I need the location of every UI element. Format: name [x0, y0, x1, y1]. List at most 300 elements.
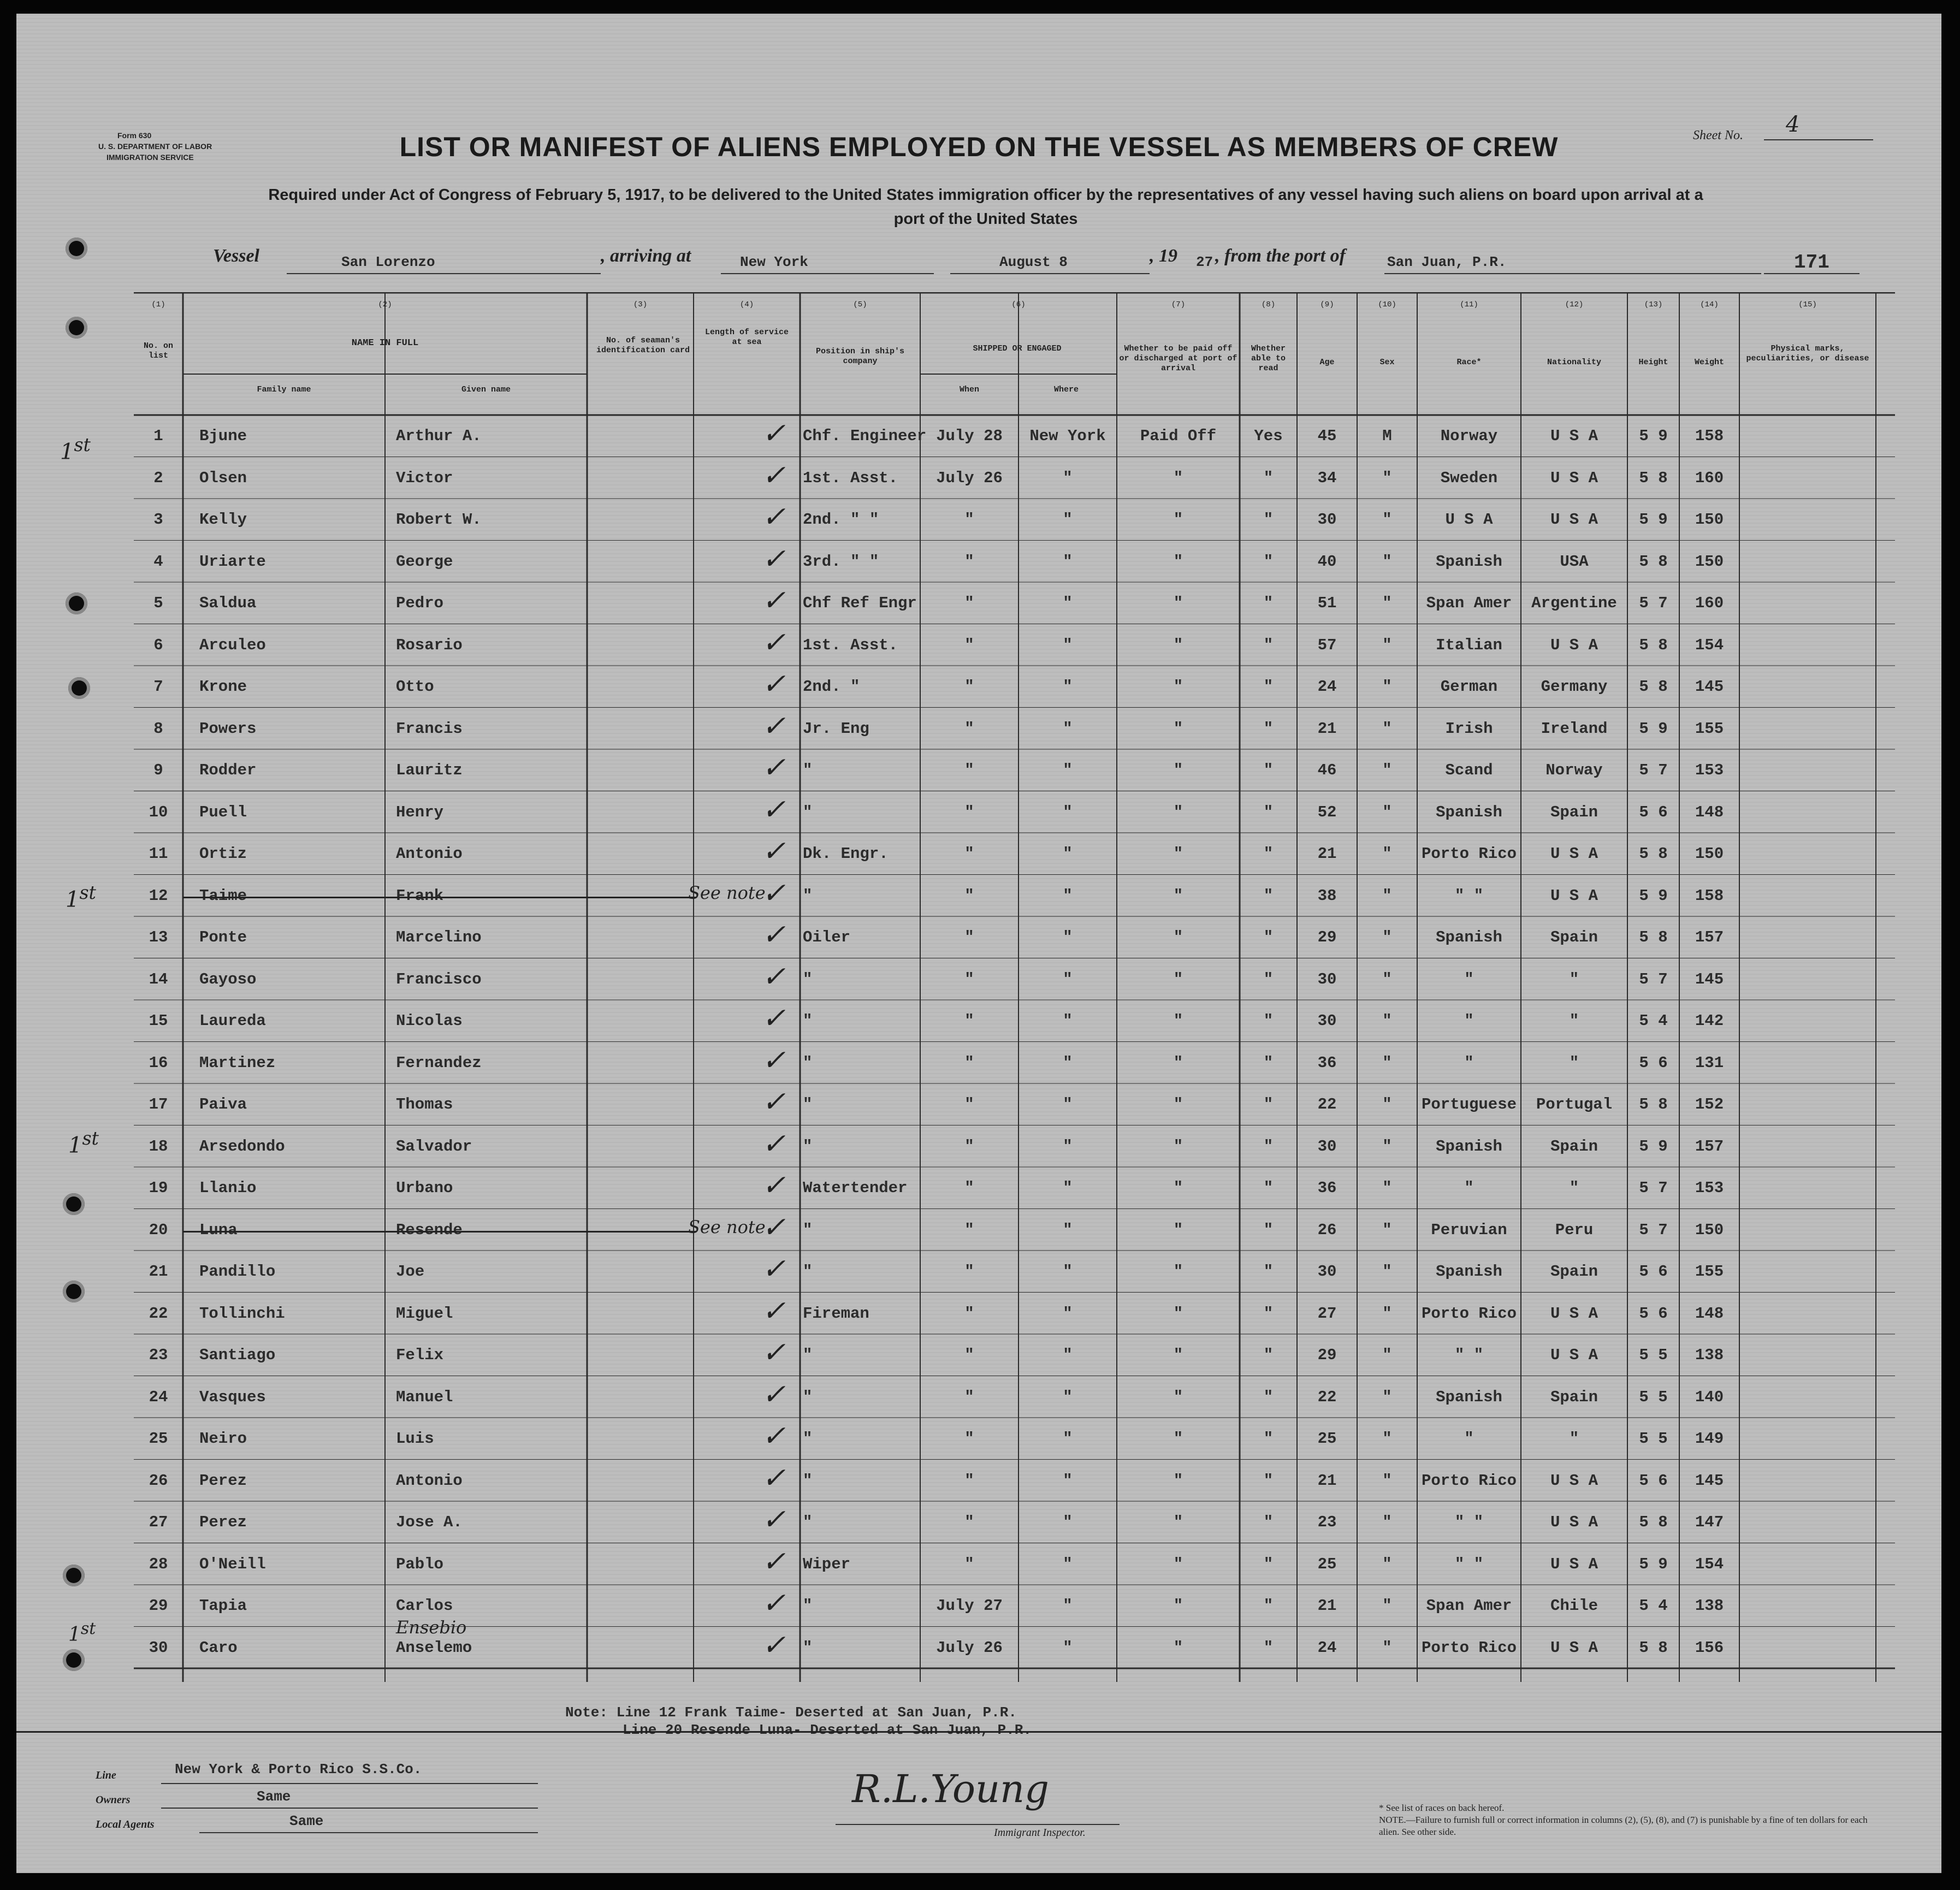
- header-length-service: Length of service at sea: [704, 328, 789, 347]
- cell-shipped-where: ": [1063, 1430, 1073, 1448]
- cell-shipped-where: New York: [1029, 427, 1106, 445]
- cell-shipped-where: ": [1063, 1555, 1073, 1573]
- cell-paid-off: ": [1173, 678, 1183, 696]
- cell-able-to-read: ": [1263, 1597, 1274, 1615]
- footer-divider: [16, 1731, 1941, 1733]
- cell-race: Scand: [1445, 761, 1493, 779]
- cell-race: Spanish: [1436, 1388, 1502, 1406]
- cell-shipped-where: ": [1063, 1137, 1073, 1156]
- cell-given-name: Joe: [396, 1263, 425, 1281]
- vessel-underline: [287, 273, 601, 274]
- cell-height: 5 7: [1639, 1179, 1668, 1197]
- header-shipped: SHIPPED OR ENGAGED: [973, 344, 1062, 353]
- cell-weight: 148: [1695, 1304, 1724, 1323]
- cell-given-name: Pablo: [396, 1555, 444, 1573]
- margin-mark: 1st: [66, 882, 96, 913]
- cell-shipped-where: ": [1063, 511, 1073, 529]
- cell-row-number: 12: [149, 886, 168, 905]
- cell-height: 5 8: [1639, 636, 1668, 654]
- cell-able-to-read: ": [1263, 511, 1274, 529]
- cell-able-to-read: ": [1263, 845, 1274, 863]
- cell-age: 52: [1317, 803, 1337, 821]
- check-mark-icon: ✓: [762, 960, 786, 993]
- cell-shipped-when: ": [964, 678, 974, 696]
- cell-shipped-when: ": [964, 1388, 974, 1406]
- cell-height: 5 4: [1639, 1012, 1668, 1030]
- cell-age: 29: [1317, 1346, 1337, 1364]
- cell-age: 21: [1317, 1471, 1337, 1490]
- from-port-label: , from the port of: [1215, 246, 1346, 266]
- owners-underline: [161, 1808, 538, 1809]
- page-subtitle: [112, 183, 1860, 231]
- cell-age: 51: [1317, 594, 1337, 612]
- cell-position: Watertender: [803, 1179, 908, 1197]
- cell-row-number: 8: [153, 719, 163, 738]
- cell-shipped-when: July 26: [936, 469, 1003, 487]
- cell-paid-off: ": [1173, 1597, 1183, 1615]
- cell-paid-off: ": [1173, 1430, 1183, 1448]
- cell-able-to-read: Yes: [1254, 427, 1283, 445]
- header-when: When: [959, 385, 979, 394]
- check-mark-icon: ✓: [762, 1253, 786, 1285]
- cell-given-name: Anselemo: [396, 1638, 472, 1657]
- cell-able-to-read: ": [1263, 886, 1274, 905]
- column-number: (4): [739, 300, 754, 309]
- cell-given-name: Manuel: [396, 1388, 453, 1406]
- check-mark-icon: ✓: [762, 668, 786, 701]
- cell-weight: 145: [1695, 678, 1724, 696]
- cell-family-name: Puell: [199, 803, 247, 821]
- cell-family-name: Kelly: [199, 511, 247, 529]
- cell-sex: ": [1382, 1095, 1392, 1113]
- cell-age: 57: [1317, 636, 1337, 654]
- cell-race: Porto Rico: [1421, 1638, 1517, 1657]
- cell-height: 5 6: [1639, 803, 1668, 821]
- cell-nationality: Spain: [1550, 1263, 1598, 1281]
- cell-age: 21: [1317, 1597, 1337, 1615]
- cell-age: 30: [1317, 1263, 1337, 1281]
- cell-family-name: Luna: [199, 1220, 238, 1239]
- cell-shipped-where: ": [1063, 552, 1073, 571]
- cell-race: U S A: [1445, 511, 1493, 529]
- header-position: Position in ship's company: [815, 347, 905, 366]
- cell-shipped-where: ": [1063, 678, 1073, 696]
- check-mark-icon: ✓: [762, 1002, 786, 1035]
- check-mark-icon: ✓: [762, 1211, 786, 1244]
- cell-weight: 160: [1695, 469, 1724, 487]
- cell-family-name: Gayoso: [199, 970, 257, 988]
- agents-underline: [199, 1832, 538, 1833]
- cell-paid-off: ": [1173, 928, 1183, 946]
- cell-weight: 154: [1695, 636, 1724, 654]
- cell-given-name: Fernandez: [396, 1053, 482, 1072]
- cell-paid-off: ": [1173, 1638, 1183, 1657]
- cell-shipped-where: ": [1063, 1179, 1073, 1197]
- cell-family-name: Taime: [199, 886, 247, 905]
- cell-able-to-read: ": [1263, 803, 1274, 821]
- cell-sex: ": [1382, 719, 1392, 738]
- check-mark-icon: ✓: [762, 1587, 786, 1620]
- cell-shipped-where: ": [1063, 469, 1073, 487]
- arriving-underline: [721, 273, 934, 274]
- header-paid-off: Whether to be paid off or discharged at port of arrival: [1119, 344, 1237, 373]
- cell-able-to-read: ": [1263, 1471, 1274, 1490]
- cell-shipped-when: ": [964, 845, 974, 863]
- column-number: (9): [1320, 300, 1334, 309]
- cell-race: Span Amer: [1426, 594, 1512, 612]
- cell-position: Dk. Engr.: [803, 845, 889, 863]
- cell-shipped-when: ": [964, 594, 974, 612]
- cell-race: Italian: [1436, 636, 1502, 654]
- cell-able-to-read: ": [1263, 719, 1274, 738]
- cell-height: 5 7: [1639, 761, 1668, 779]
- cell-sex: ": [1382, 511, 1392, 529]
- cell-family-name: Arsedondo: [199, 1137, 285, 1156]
- header-age: Age: [1319, 358, 1335, 367]
- handwritten-annotation: See note: [688, 882, 766, 903]
- cell-height: 5 6: [1639, 1053, 1668, 1072]
- cell-shipped-when: ": [964, 886, 974, 905]
- cell-paid-off: ": [1173, 1137, 1183, 1156]
- cell-paid-off: ": [1173, 469, 1183, 487]
- cell-given-name: Henry: [396, 803, 444, 821]
- note-line-1: Note: Line 12 Frank Taime- Deserted at San Juan, P.R.: [565, 1704, 1017, 1721]
- cell-nationality: Spain: [1550, 1137, 1598, 1156]
- punch-hole: [66, 238, 87, 259]
- cell-row-number: 13: [149, 928, 168, 946]
- check-mark-icon: ✓: [762, 1628, 786, 1662]
- cell-height: 5 9: [1639, 511, 1668, 529]
- cell-weight: 148: [1695, 803, 1724, 821]
- cell-weight: 153: [1695, 1179, 1724, 1197]
- cell-shipped-where: ": [1063, 1471, 1073, 1490]
- cell-sex: ": [1382, 636, 1392, 654]
- handwritten-annotation: See note: [688, 1216, 766, 1237]
- cell-race: Spanish: [1436, 803, 1502, 821]
- cell-age: 40: [1317, 552, 1337, 571]
- cell-row-number: 11: [149, 845, 168, 863]
- check-mark-icon: ✓: [762, 584, 786, 617]
- check-mark-icon: ✓: [762, 1503, 786, 1536]
- cell-able-to-read: ": [1263, 1220, 1274, 1239]
- cell-family-name: Caro: [199, 1638, 238, 1657]
- cell-family-name: Arculeo: [199, 636, 266, 654]
- cell-family-name: Pandillo: [199, 1263, 276, 1281]
- header-name-in-full: NAME IN FULL: [351, 338, 419, 348]
- column-number: (1): [151, 300, 165, 309]
- cell-height: 5 5: [1639, 1388, 1668, 1406]
- cell-position: Oiler: [803, 928, 851, 946]
- cell-height: 5 8: [1639, 1095, 1668, 1113]
- cell-shipped-when: ": [964, 1430, 974, 1448]
- punch-hole: [63, 1281, 85, 1302]
- cell-weight: 138: [1695, 1597, 1724, 1615]
- cell-nationality: Chile: [1550, 1597, 1598, 1615]
- cell-height: 5 8: [1639, 678, 1668, 696]
- cell-paid-off: ": [1173, 1555, 1183, 1573]
- cell-race: Irish: [1445, 719, 1493, 738]
- cell-able-to-read: ": [1263, 1430, 1274, 1448]
- header-height: Height: [1638, 358, 1668, 367]
- cell-shipped-when: ": [964, 928, 974, 946]
- cell-nationality: U S A: [1550, 1304, 1598, 1323]
- cell-row-number: 19: [149, 1179, 168, 1197]
- cell-position: ": [803, 1638, 813, 1657]
- cell-row-number: 1: [153, 427, 163, 445]
- cell-able-to-read: ": [1263, 469, 1274, 487]
- cell-shipped-when: ": [964, 1471, 974, 1490]
- cell-height: 5 5: [1639, 1430, 1668, 1448]
- cell-able-to-read: ": [1263, 1304, 1274, 1323]
- cell-position: Wiper: [803, 1555, 851, 1573]
- cell-sex: ": [1382, 1555, 1392, 1573]
- cell-sex: ": [1382, 1179, 1392, 1197]
- cell-height: 5 7: [1639, 1220, 1668, 1239]
- cell-row-number: 22: [149, 1304, 168, 1323]
- cell-able-to-read: ": [1263, 1137, 1274, 1156]
- cell-height: 5 9: [1639, 886, 1668, 905]
- cell-position: ": [803, 803, 813, 821]
- cell-paid-off: ": [1173, 1220, 1183, 1239]
- sheet-number-underline: [1764, 139, 1873, 140]
- cell-weight: 157: [1695, 928, 1724, 946]
- punch-hole: [63, 1649, 85, 1671]
- cell-position: ": [803, 1220, 813, 1239]
- cell-nationality: Ireland: [1541, 719, 1608, 738]
- cell-shipped-where: ": [1063, 719, 1073, 738]
- cell-age: 34: [1317, 469, 1337, 487]
- cell-age: 21: [1317, 845, 1337, 863]
- cell-position: ": [803, 1263, 813, 1281]
- manifest-sheet: [16, 14, 1941, 1873]
- cell-paid-off: ": [1173, 761, 1183, 779]
- cell-able-to-read: ": [1263, 552, 1274, 571]
- cell-nationality: U S A: [1550, 1555, 1598, 1573]
- cell-paid-off: ": [1173, 1471, 1183, 1490]
- arrival-year: 27: [1196, 254, 1213, 270]
- line-label: Line: [96, 1769, 116, 1781]
- cell-shipped-where: ": [1063, 1053, 1073, 1072]
- cell-row-number: 30: [149, 1638, 168, 1657]
- cell-nationality: Spain: [1550, 928, 1598, 946]
- cell-paid-off: ": [1173, 1095, 1183, 1113]
- cell-age: 36: [1317, 1053, 1337, 1072]
- cell-able-to-read: ": [1263, 970, 1274, 988]
- cell-race: ": [1464, 1012, 1474, 1030]
- cell-race: " ": [1454, 1346, 1484, 1364]
- cell-position: ": [803, 761, 813, 779]
- cell-weight: 155: [1695, 1263, 1724, 1281]
- cell-family-name: Uriarte: [199, 552, 266, 571]
- cell-nationality: U S A: [1550, 886, 1598, 905]
- column-number: (11): [1460, 300, 1478, 309]
- cell-given-name: Thomas: [396, 1095, 453, 1113]
- cell-shipped-where: ": [1063, 1597, 1073, 1615]
- footnote-races: * See list of races on back hereof.: [1379, 1803, 1505, 1813]
- cell-shipped-when: July 28: [936, 427, 1003, 445]
- from-port-underline: [1384, 273, 1761, 274]
- line-underline: [161, 1783, 538, 1784]
- cell-sex: ": [1382, 1263, 1392, 1281]
- cell-paid-off: ": [1173, 1513, 1183, 1531]
- cell-shipped-when: ": [964, 803, 974, 821]
- cell-age: 24: [1317, 678, 1337, 696]
- header-nationality: Nationality: [1547, 358, 1602, 367]
- subtitle-line-2: port of the United States: [893, 210, 1078, 228]
- cell-nationality: Germany: [1541, 678, 1608, 696]
- cell-race: Spanish: [1436, 928, 1502, 946]
- cell-position: Chf Ref Engr: [803, 594, 917, 612]
- cell-family-name: Bjune: [199, 427, 247, 445]
- cell-row-number: 4: [153, 552, 163, 571]
- cell-family-name: Saldua: [199, 594, 257, 612]
- check-mark-icon: ✓: [762, 1420, 786, 1453]
- cell-sex: M: [1382, 427, 1392, 445]
- column-number: (6): [1011, 300, 1026, 309]
- cell-family-name: Krone: [199, 678, 247, 696]
- service-label: IMMIGRATION SERVICE: [106, 153, 194, 162]
- header-given-name: Given name: [461, 385, 511, 394]
- cell-given-name: Rosario: [396, 636, 463, 654]
- cell-shipped-when: ": [964, 761, 974, 779]
- check-mark-icon: ✓: [762, 1169, 786, 1202]
- check-mark-icon: ✓: [762, 1545, 786, 1578]
- cell-paid-off: ": [1173, 1053, 1183, 1072]
- cell-given-name: Antonio: [396, 845, 463, 863]
- cell-sex: ": [1382, 1346, 1392, 1364]
- cell-family-name: Perez: [199, 1513, 247, 1531]
- cell-race: Span Amer: [1426, 1597, 1512, 1615]
- cell-sex: ": [1382, 594, 1392, 612]
- cell-sex: ": [1382, 1304, 1392, 1323]
- cell-weight: 142: [1695, 1012, 1724, 1030]
- cell-row-number: 29: [149, 1597, 168, 1615]
- cell-weight: 147: [1695, 1513, 1724, 1531]
- cell-given-name: Francis: [396, 719, 463, 738]
- cell-row-number: 20: [149, 1220, 168, 1239]
- cell-race: Spanish: [1436, 1137, 1502, 1156]
- margin-mark: 1st: [60, 434, 91, 465]
- cell-age: 45: [1317, 427, 1337, 445]
- header-race: Race*: [1456, 358, 1482, 367]
- agents-label: Local Agents: [96, 1818, 155, 1830]
- cell-race: Spanish: [1436, 1263, 1502, 1281]
- cell-nationality: ": [1569, 1179, 1579, 1197]
- cell-given-name: Luis: [396, 1430, 434, 1448]
- arrival-date: August 8: [999, 254, 1068, 270]
- cell-shipped-where: ": [1063, 1263, 1073, 1281]
- table-grid-lines: [134, 292, 1895, 1717]
- cell-able-to-read: ": [1263, 1179, 1274, 1197]
- cell-sex: ": [1382, 1220, 1392, 1239]
- column-number: (2): [378, 300, 392, 309]
- cell-given-name: Antonio: [396, 1471, 463, 1490]
- cell-nationality: Argentine: [1531, 594, 1617, 612]
- cell-given-name: Carlos: [396, 1597, 453, 1615]
- cell-position: 2nd. " ": [803, 511, 879, 529]
- column-number: (7): [1171, 300, 1186, 309]
- check-mark-icon: ✓: [762, 626, 786, 659]
- cell-nationality: USA: [1560, 552, 1589, 571]
- cell-age: 22: [1317, 1388, 1337, 1406]
- cell-sex: ": [1382, 1471, 1392, 1490]
- cell-family-name: Powers: [199, 719, 257, 738]
- cell-shipped-where: ": [1063, 970, 1073, 988]
- arriving-label: , arriving at: [601, 246, 691, 266]
- header-physical-marks: Physical marks, peculiarities, or disease: [1746, 344, 1869, 363]
- cell-given-name: Otto: [396, 678, 434, 696]
- cell-given-name: Pedro: [396, 594, 444, 612]
- cell-age: 38: [1317, 886, 1337, 905]
- column-number: (15): [1798, 300, 1817, 309]
- cell-weight: 150: [1695, 511, 1724, 529]
- cell-paid-off: ": [1173, 886, 1183, 905]
- cell-paid-off: ": [1173, 1012, 1183, 1030]
- cell-able-to-read: ": [1263, 1012, 1274, 1030]
- header-weight: Weight: [1694, 358, 1724, 367]
- cell-shipped-where: ": [1063, 886, 1073, 905]
- cell-paid-off: ": [1173, 1346, 1183, 1364]
- cell-shipped-where: ": [1063, 928, 1073, 946]
- cell-age: 46: [1317, 761, 1337, 779]
- cell-row-number: 15: [149, 1012, 168, 1030]
- cell-shipped-where: ": [1063, 594, 1073, 612]
- cell-sex: ": [1382, 928, 1392, 946]
- cell-paid-off: ": [1173, 1304, 1183, 1323]
- cell-paid-off: ": [1173, 803, 1183, 821]
- cell-position: ": [803, 1137, 813, 1156]
- cell-given-name: Nicolas: [396, 1012, 463, 1030]
- cell-paid-off: ": [1173, 511, 1183, 529]
- cell-position: ": [803, 1346, 813, 1364]
- cell-nationality: Portugal: [1536, 1095, 1613, 1113]
- cell-able-to-read: ": [1263, 1346, 1274, 1364]
- cell-age: 24: [1317, 1638, 1337, 1657]
- cell-weight: 150: [1695, 1220, 1724, 1239]
- crew-manifest-table: [134, 292, 1895, 1717]
- cell-paid-off: ": [1173, 845, 1183, 863]
- cell-shipped-when: ": [964, 1179, 974, 1197]
- cell-family-name: Laureda: [199, 1012, 266, 1030]
- cell-family-name: Llanio: [199, 1179, 257, 1197]
- desertion-note: [565, 1704, 1032, 1739]
- column-number: (5): [853, 300, 867, 309]
- cell-race: ": [1464, 1053, 1474, 1072]
- cell-shipped-when: ": [964, 1304, 974, 1323]
- cell-shipped-where: ": [1063, 1346, 1073, 1364]
- check-mark-icon: ✓: [762, 1378, 786, 1411]
- arriving-port: New York: [740, 254, 808, 270]
- cell-height: 5 5: [1639, 1346, 1668, 1364]
- cell-age: 26: [1317, 1220, 1337, 1239]
- cell-height: 5 8: [1639, 552, 1668, 571]
- cell-given-name: Miguel: [396, 1304, 453, 1323]
- cell-position: ": [803, 970, 813, 988]
- cell-row-number: 26: [149, 1471, 168, 1490]
- cell-shipped-where: ": [1063, 1220, 1073, 1239]
- cell-sex: ": [1382, 970, 1392, 988]
- cell-paid-off: ": [1173, 594, 1183, 612]
- cell-shipped-when: July 27: [936, 1597, 1003, 1615]
- cell-nationality: U S A: [1550, 427, 1598, 445]
- cell-position: 3rd. " ": [803, 552, 879, 571]
- cell-family-name: Neiro: [199, 1430, 247, 1448]
- check-mark-icon: ✓: [762, 1086, 786, 1118]
- cell-weight: 154: [1695, 1555, 1724, 1573]
- cell-shipped-where: ": [1063, 1012, 1073, 1030]
- cell-race: ": [1464, 970, 1474, 988]
- cell-paid-off: ": [1173, 970, 1183, 988]
